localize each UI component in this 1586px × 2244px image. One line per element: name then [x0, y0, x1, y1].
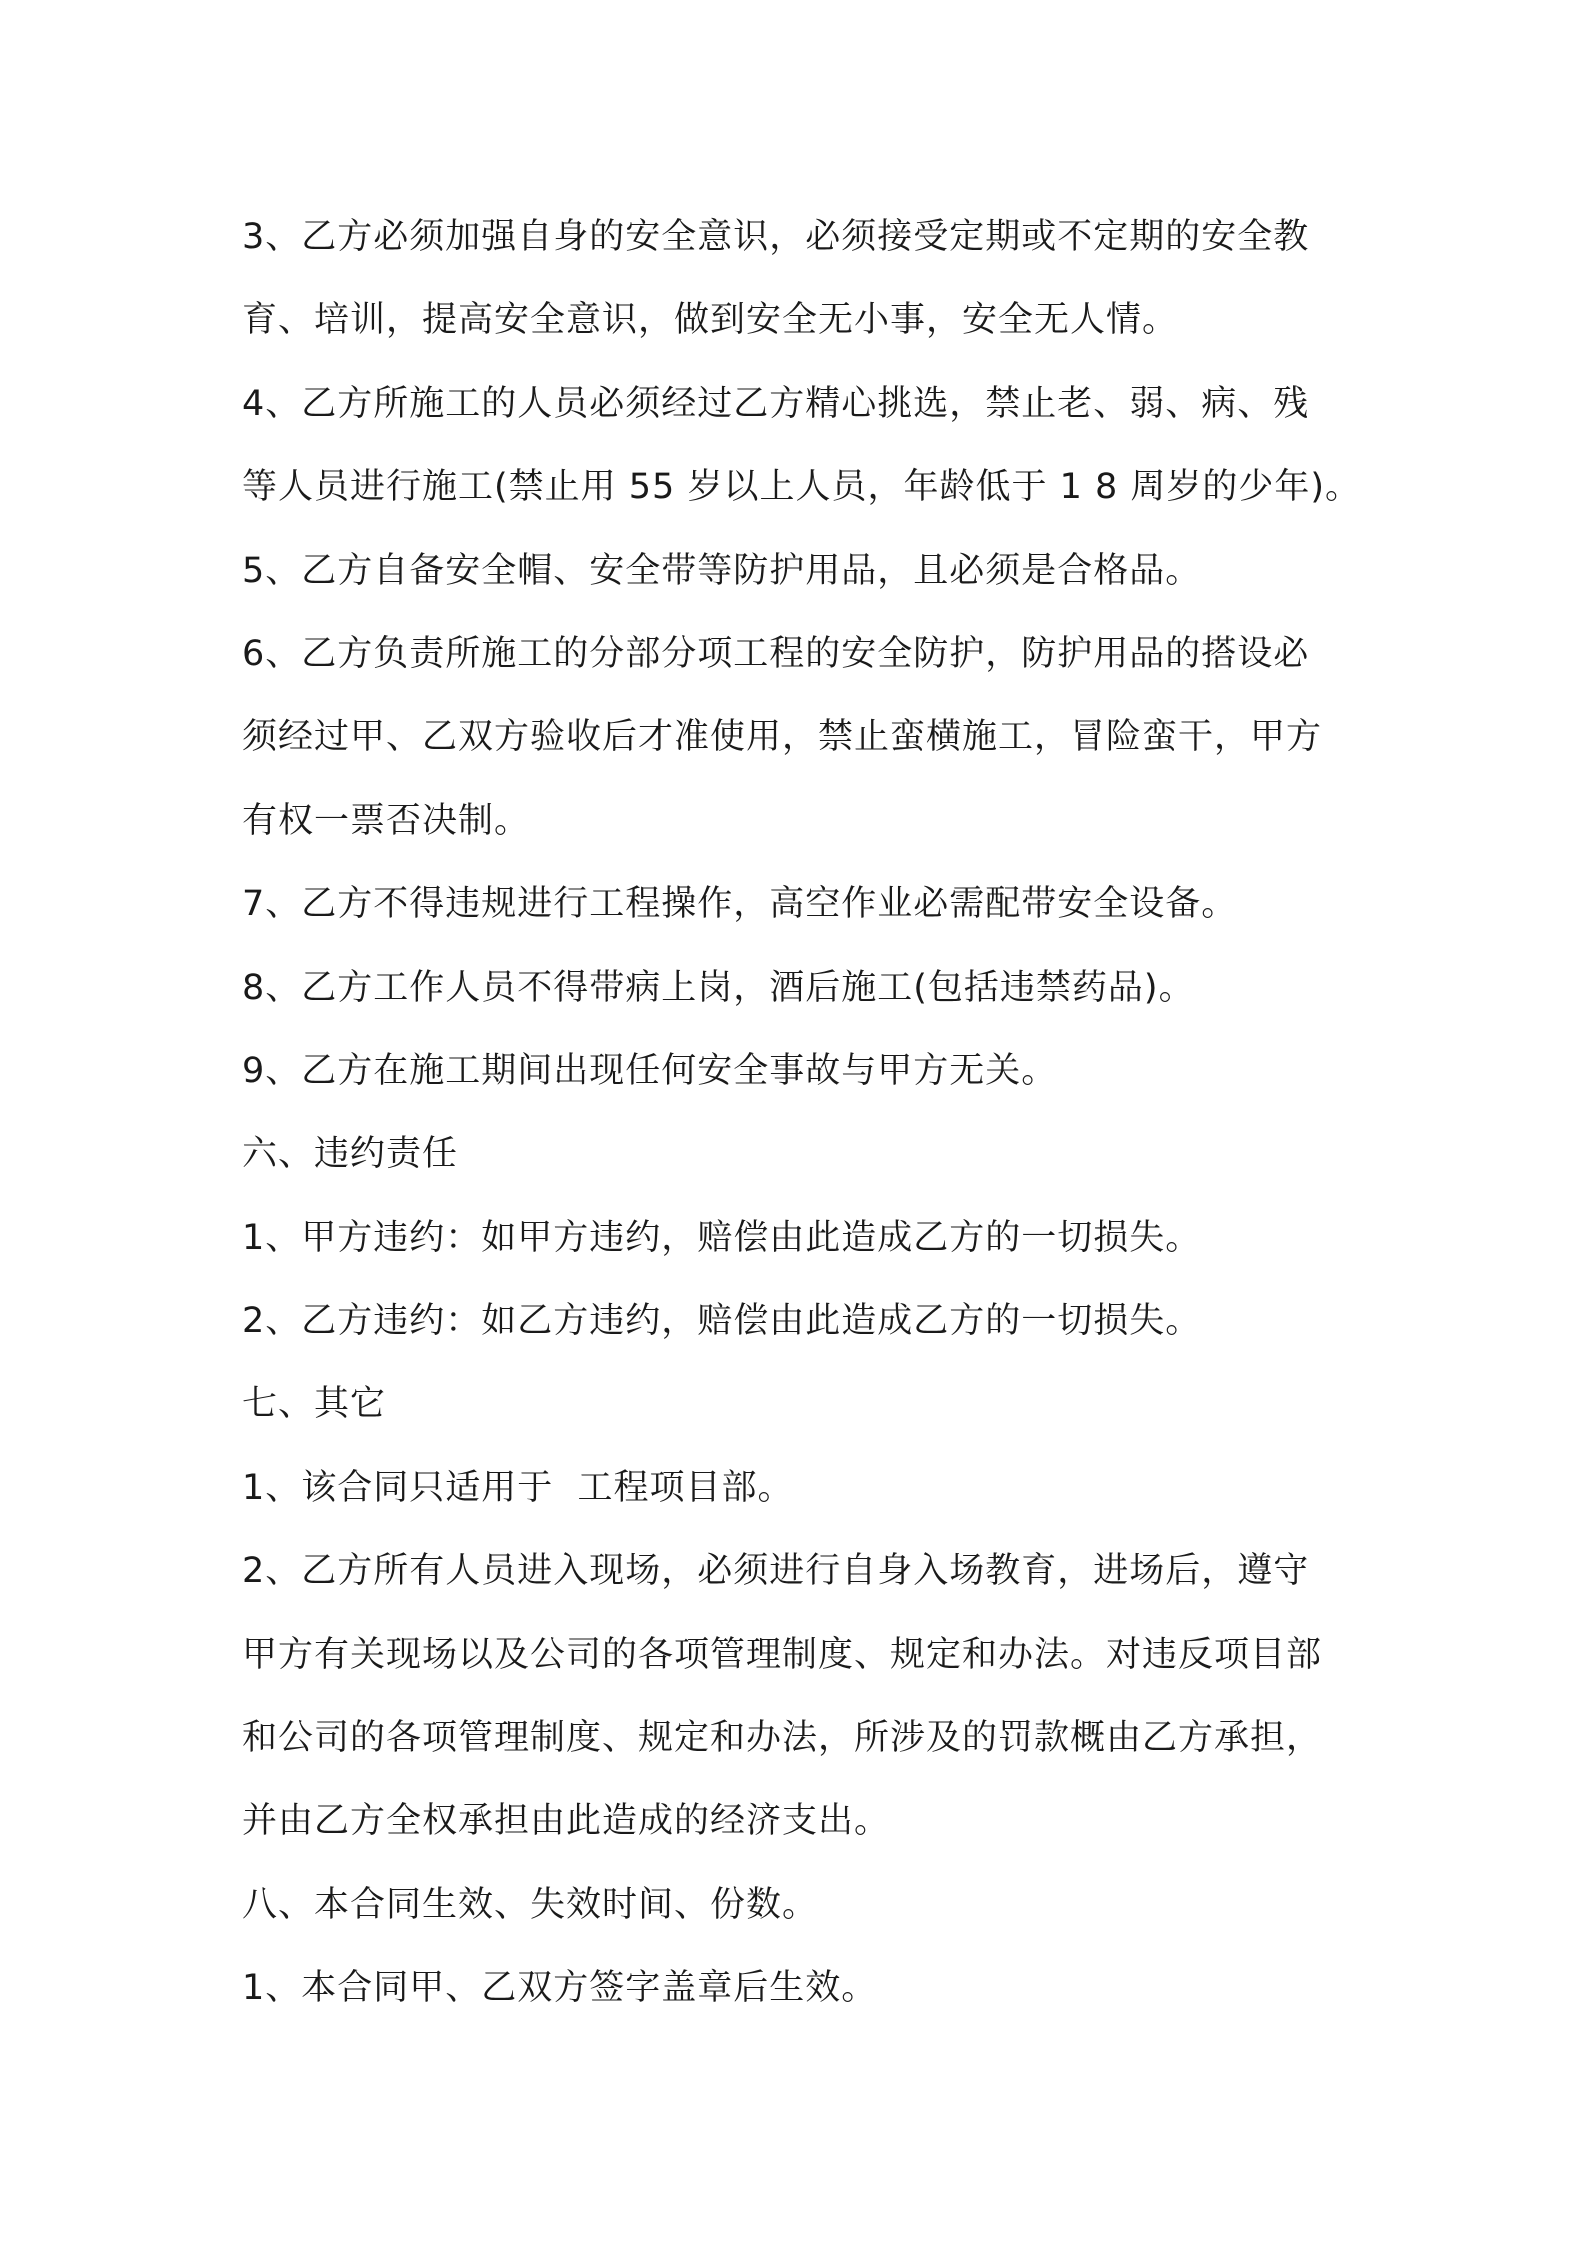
clause-5-3 — [242, 196, 1362, 363]
text-line: 和公司的各项管理制度、规定和办法，所涉及的罚款概由乙方承担， — [242, 1718, 1323, 1759]
text-line: 7、乙方不得违规进行工程操作，高空作业必需配带安全设备。 — [242, 884, 1238, 925]
clause-5-9 — [242, 1030, 1362, 1113]
section-8-heading — [242, 1864, 1362, 1947]
section-7-heading — [242, 1363, 1362, 1446]
text-line: 2、乙方违约：如乙方违约，赔偿由此造成乙方的一切损失。 — [242, 1301, 1202, 1342]
clause-8-1 — [242, 1947, 1362, 2030]
text-line: 8、乙方工作人员不得带病上岗，酒后施工(包括违禁药品)。 — [242, 967, 1195, 1008]
clause-6-2 — [242, 1280, 1362, 1363]
text-line: 6、乙方负责所施工的分部分项工程的安全防护，防护用品的搭设必 — [242, 633, 1310, 674]
section-heading: 七、其它 — [242, 1384, 387, 1425]
section-heading: 六、违约责任 — [242, 1134, 459, 1175]
clause-5-4 — [242, 363, 1362, 530]
clause-7-2 — [242, 1530, 1362, 1864]
text-line: 须经过甲、乙双方验收后才准使用，禁止蛮横施工，冒险蛮干，甲方 — [242, 717, 1323, 758]
document-body — [242, 196, 1362, 2031]
text-line: 3、乙方必须加强自身的安全意识，必须接受定期或不定期的安全教 — [242, 217, 1310, 257]
text-line: 1、本合同甲、乙双方签字盖章后生效。 — [242, 1968, 878, 2009]
text-line: 1、甲方违约：如甲方违约，赔偿由此造成乙方的一切损失。 — [242, 1217, 1202, 1258]
text-line: 5、乙方自备安全帽、安全带等防护用品，且必须是合格品。 — [242, 550, 1202, 591]
text-line: 9、乙方在施工期间出现任何安全事故与甲方无关。 — [242, 1050, 1058, 1091]
clause-7-1 — [242, 1447, 1362, 1530]
text-line: 育、培训，提高安全意识，做到安全无小事，安全无人情。 — [242, 300, 1179, 341]
text-line: 等人员进行施工(禁止用 55 岁以上人员，年龄低于 1 8 周岁的少年)。 — [242, 467, 1362, 508]
clause-5-8 — [242, 947, 1362, 1030]
text-line: 2、乙方所有人员进入现场，必须进行自身入场教育，进场后，遵守 — [242, 1551, 1310, 1592]
text-line: 有权一票否决制。 — [242, 800, 531, 841]
clause-6-1 — [242, 1197, 1362, 1280]
section-heading: 八、本合同生效、失效时间、份数。 — [242, 1884, 819, 1925]
text-line: 并由乙方全权承担由此造成的经济支出。 — [242, 1801, 891, 1842]
text-line: 甲方有关现场以及公司的各项管理制度、规定和办法。对违反项目部 — [242, 1634, 1323, 1675]
clause-5-5 — [242, 530, 1362, 613]
text-line: 4、乙方所施工的人员必须经过乙方精心挑选，禁止老、弱、病、残 — [242, 383, 1310, 424]
clause-5-6 — [242, 613, 1362, 863]
section-6-heading — [242, 1113, 1362, 1196]
text-line: 1、该合同只适用于 工程项目部。 — [242, 1467, 794, 1508]
clause-5-7 — [242, 863, 1362, 946]
